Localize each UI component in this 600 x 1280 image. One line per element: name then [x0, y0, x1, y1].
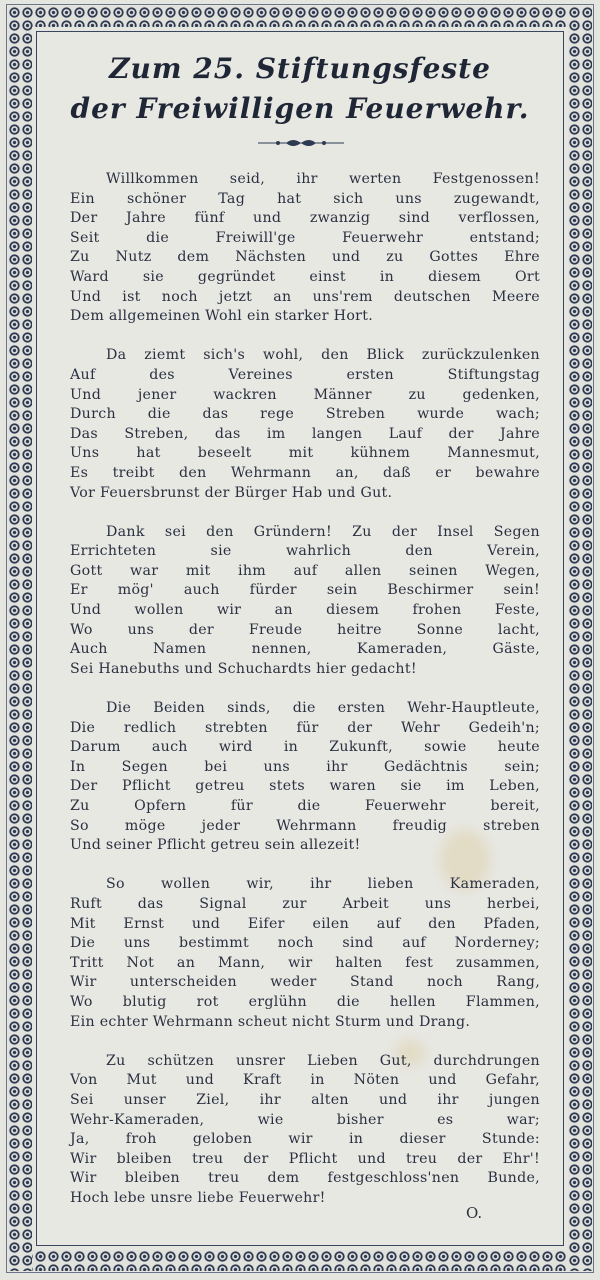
poem-line: Der Jahre fünf und zwanzig sind verflossen, [70, 210, 540, 227]
stanza [70, 875, 540, 1032]
stanza [70, 346, 540, 503]
poem-line: Zu Nutz dem Nächsten und zu Gottes Ehre [70, 249, 540, 266]
poem-line: Es treibt den Wehrmann an, daß er bewahre [70, 464, 540, 481]
poem-line: Mit Ernst und Eifer eilen auf den Pfaden, [70, 915, 540, 932]
poem-line: Er mög' auch fürder sein Beschirmer sein! [70, 582, 540, 599]
title-ornament-icon [256, 136, 346, 150]
author-signature: O. [466, 1204, 483, 1222]
stanza [70, 523, 540, 680]
poem-line: Die uns bestimmt noch sind auf Norderney; [70, 935, 540, 952]
poem-line: Und seiner Pflicht getreu sein allezeit! [70, 837, 361, 854]
poem-line: Uns hat beseelt mit kühnem Mannesmut, [70, 445, 540, 462]
poem-line: Das Streben, das im langen Lauf der Jahre [70, 425, 540, 442]
poem-line: Von Mut und Kraft in Nöten und Gefahr, [70, 1072, 540, 1089]
poem-line: Gott war mit ihm auf allen seinen Wegen, [70, 562, 540, 579]
poem-line: Und ist noch jetzt an uns'rem deutschen Meere [70, 288, 540, 305]
poem-line: In Segen bei uns ihr Gedächtnis sein; [70, 758, 540, 775]
ornamental-border-right [568, 6, 592, 1271]
stanza [70, 1052, 540, 1209]
poem-line: Die redlich strebten für der Wehr Gedeih'n; [70, 719, 540, 736]
poem-line: Sei Hanebuths und Schuchardts hier gedacht! [70, 660, 417, 677]
poem-line: Vor Feuersbrunst der Bürger Hab und Gut. [70, 484, 393, 501]
poem-line: Wo uns der Freude heitre Sonne lacht, [70, 621, 540, 638]
poem-line: Sei unser Ziel, ihr alten und ihr jungen [70, 1091, 540, 1108]
poem-line: Und jener wackren Männer zu gedenken, [70, 386, 540, 403]
poem-line: Die Beiden sinds, die ersten Wehr-Hauptleute, [106, 700, 540, 717]
poem-line: Wir bleiben treu der Pflicht und treu der Ehr'! [70, 1150, 540, 1167]
poem-line: Zu Opfern für die Feuerwehr bereit, [70, 798, 540, 814]
poem-line: Ruft das Signal zur Arbeit uns herbei, [70, 895, 540, 912]
poem-line: Tritt Not an Mann, wir halten fest zusammen, [70, 954, 540, 971]
poem-title-line-2: der Freiwilligen Feuerwehr. [70, 92, 530, 125]
poem-line: Wehr-Kameraden, wie bisher es war; [70, 1111, 540, 1128]
poem-body [70, 170, 540, 1208]
poem-line: Auch Namen nennen, Kameraden, Gäste, [70, 641, 540, 658]
poem-line: Zu schützen unsrer Lieben Gut, durchdrungen [106, 1052, 540, 1069]
poem-line: Seit die Freiwill'ge Feuerwehr entstand; [70, 229, 540, 246]
poem-line: Hoch lebe unsre liebe Feuerwehr! [70, 1189, 326, 1206]
stanza [70, 170, 540, 327]
poem-line: Durch die das rege Streben wurde wach; [70, 406, 540, 423]
poem-line: So möge jeder Wehrmann freudig streben [70, 817, 540, 834]
poem-line: Auf des Vereines ersten Stiftungstag [70, 366, 540, 383]
ornamental-border-bottom [8, 1250, 592, 1271]
ornamental-border-top [8, 6, 592, 27]
poem-line: Ward sie gegründet einst in diesem Ort [70, 268, 540, 285]
poem-line: Dem allgemeinen Wohl ein starker Hort. [70, 308, 374, 325]
poem-line: So wollen wir, ihr lieben Kameraden, [106, 876, 540, 893]
poem-line: Ein echter Wehrmann scheut nicht Sturm und Drang. [70, 1013, 471, 1030]
poem-line: Der Pflicht getreu stets waren sie im Leben, [70, 778, 540, 795]
poem-line: Errichteten sie wahrlich den Verein, [70, 543, 540, 560]
poem-line: Darum auch wird in Zukunft, sowie heute [70, 739, 540, 756]
poem-line: Willkommen seid, ihr werten Festgenossen! [106, 171, 540, 187]
poem-line: Wo blutig rot erglühn die hellen Flammen, [70, 993, 540, 1010]
poem-line: Ja, froh geloben wir in dieser Stunde: [70, 1131, 540, 1148]
poem-line: Da ziemt sich's wohl, den Blick zurückzulenken [106, 347, 540, 364]
poem-line: Dank sei den Gründern! Zu der Insel Segen [106, 523, 540, 540]
poem-line: Und wollen wir an diesem frohen Feste, [70, 602, 540, 619]
ornamental-border-left [8, 6, 32, 1271]
poem-line: Ein schöner Tag hat sich uns zugewandt, [70, 190, 540, 207]
stanza [70, 699, 540, 856]
poem-line: Wir unterscheiden weder Stand noch Rang, [70, 974, 540, 991]
poem-line: Wir bleiben treu dem festgeschloss'nen Bunde, [70, 1170, 540, 1187]
poem-title-line-1: Zum 25. Stiftungsfeste [109, 52, 491, 85]
